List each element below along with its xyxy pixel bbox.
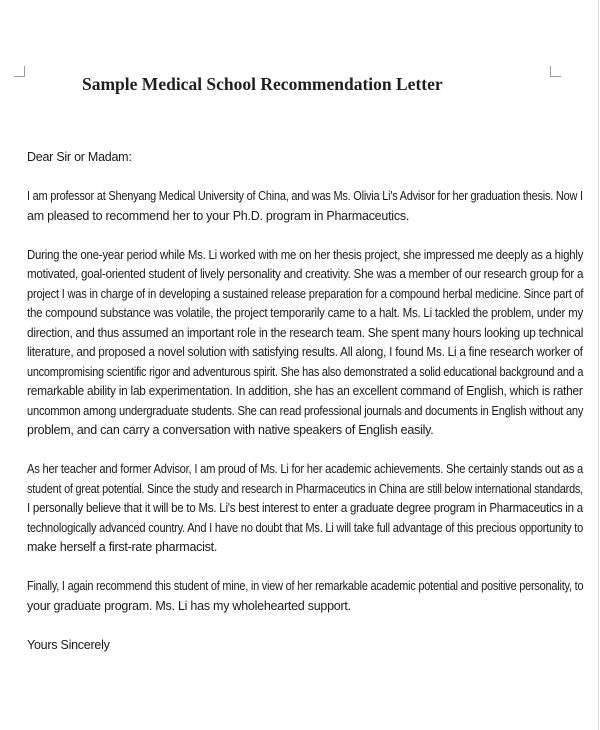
text-line: am pleased to recommend her to your Ph.D. program in Pharmaceutics. (27, 208, 410, 223)
page-edge (598, 0, 599, 730)
text-line: literature, and proposed a novel solution with satisfying results. All along, I found Ms. Li a fine research worker of (27, 345, 583, 359)
text-line: As her teacher and former Advisor, I am proud of Ms. Li for her academic achievements. She certainly stands out as a (27, 462, 584, 476)
salutation (27, 148, 583, 168)
letter-title: Sample Medical School Recommendation Letter (82, 74, 443, 94)
crop-mark-top-right (550, 66, 561, 77)
closing-text: Yours Sincerely (27, 637, 110, 652)
text-line: During the one-year period while Ms. Li worked with me on her thesis project, she impressed me deeply as a highly (27, 247, 584, 262)
crop-mark-top-left (14, 66, 25, 77)
text-line: motivated, goal-oriented student of lively personality and creativity. She was a member of our research group for a (27, 267, 584, 281)
salutation-text: Dear Sir or Madam: (27, 150, 132, 164)
text-line: your graduate program. Ms. Li has my wholehearted support. (27, 598, 351, 613)
text-line: Finally, I again recommend this student of mine, in view of her remarkable academic potential and positive personality, to (27, 579, 584, 593)
text-line: problem, and can carry a conversation with native speakers of English easily. (27, 423, 434, 437)
text-line: uncompromising scientific rigor and adventurous spirit. She has also demonstrated a solid educational background and a (27, 364, 584, 379)
paragraph-achievements (27, 460, 583, 558)
text-line: I am professor at Shenyang Medical University of China, and was Ms. Olivia Li's Advisor for her graduation thesis. Now I (27, 189, 583, 203)
text-line: project I was in charge of in developing a sustained release preparation for a compound herbal medicine. Since part of (27, 286, 584, 301)
text-line: I personally believe that it will be to Ms. Li's best interest to enter a graduate degree program in Pharmaceutics in a (27, 501, 583, 515)
text-line: direction, and thus assumed an important role in the research team. She spent many hours looking up technical (27, 325, 584, 340)
text-line: make herself a first-rate pharmacist. (27, 540, 218, 554)
paragraph-thesis-project (27, 246, 583, 441)
text-line: remarkable ability in lab experimentation. In addition, she has an excellent command of English, which is rather (27, 384, 583, 398)
paragraph-closing-recommendation (27, 577, 583, 616)
text-line: the compound substance was volatile, the project temporarily came to a halt. Ms. Li tackled the problem, under my (27, 306, 583, 320)
paragraph-intro (27, 187, 583, 226)
closing (27, 636, 583, 656)
letter-body (27, 148, 583, 675)
text-line: uncommon among undergraduate students. She can read professional journals and documents in English without any (27, 403, 584, 418)
text-line: student of great potential. Since the study and research in Pharmaceutics in China are still below international standards, (27, 481, 583, 496)
text-line: technologically advanced country. And I have no doubt that Ms. Li will take full advantage of this precious opportunity to (27, 520, 584, 535)
